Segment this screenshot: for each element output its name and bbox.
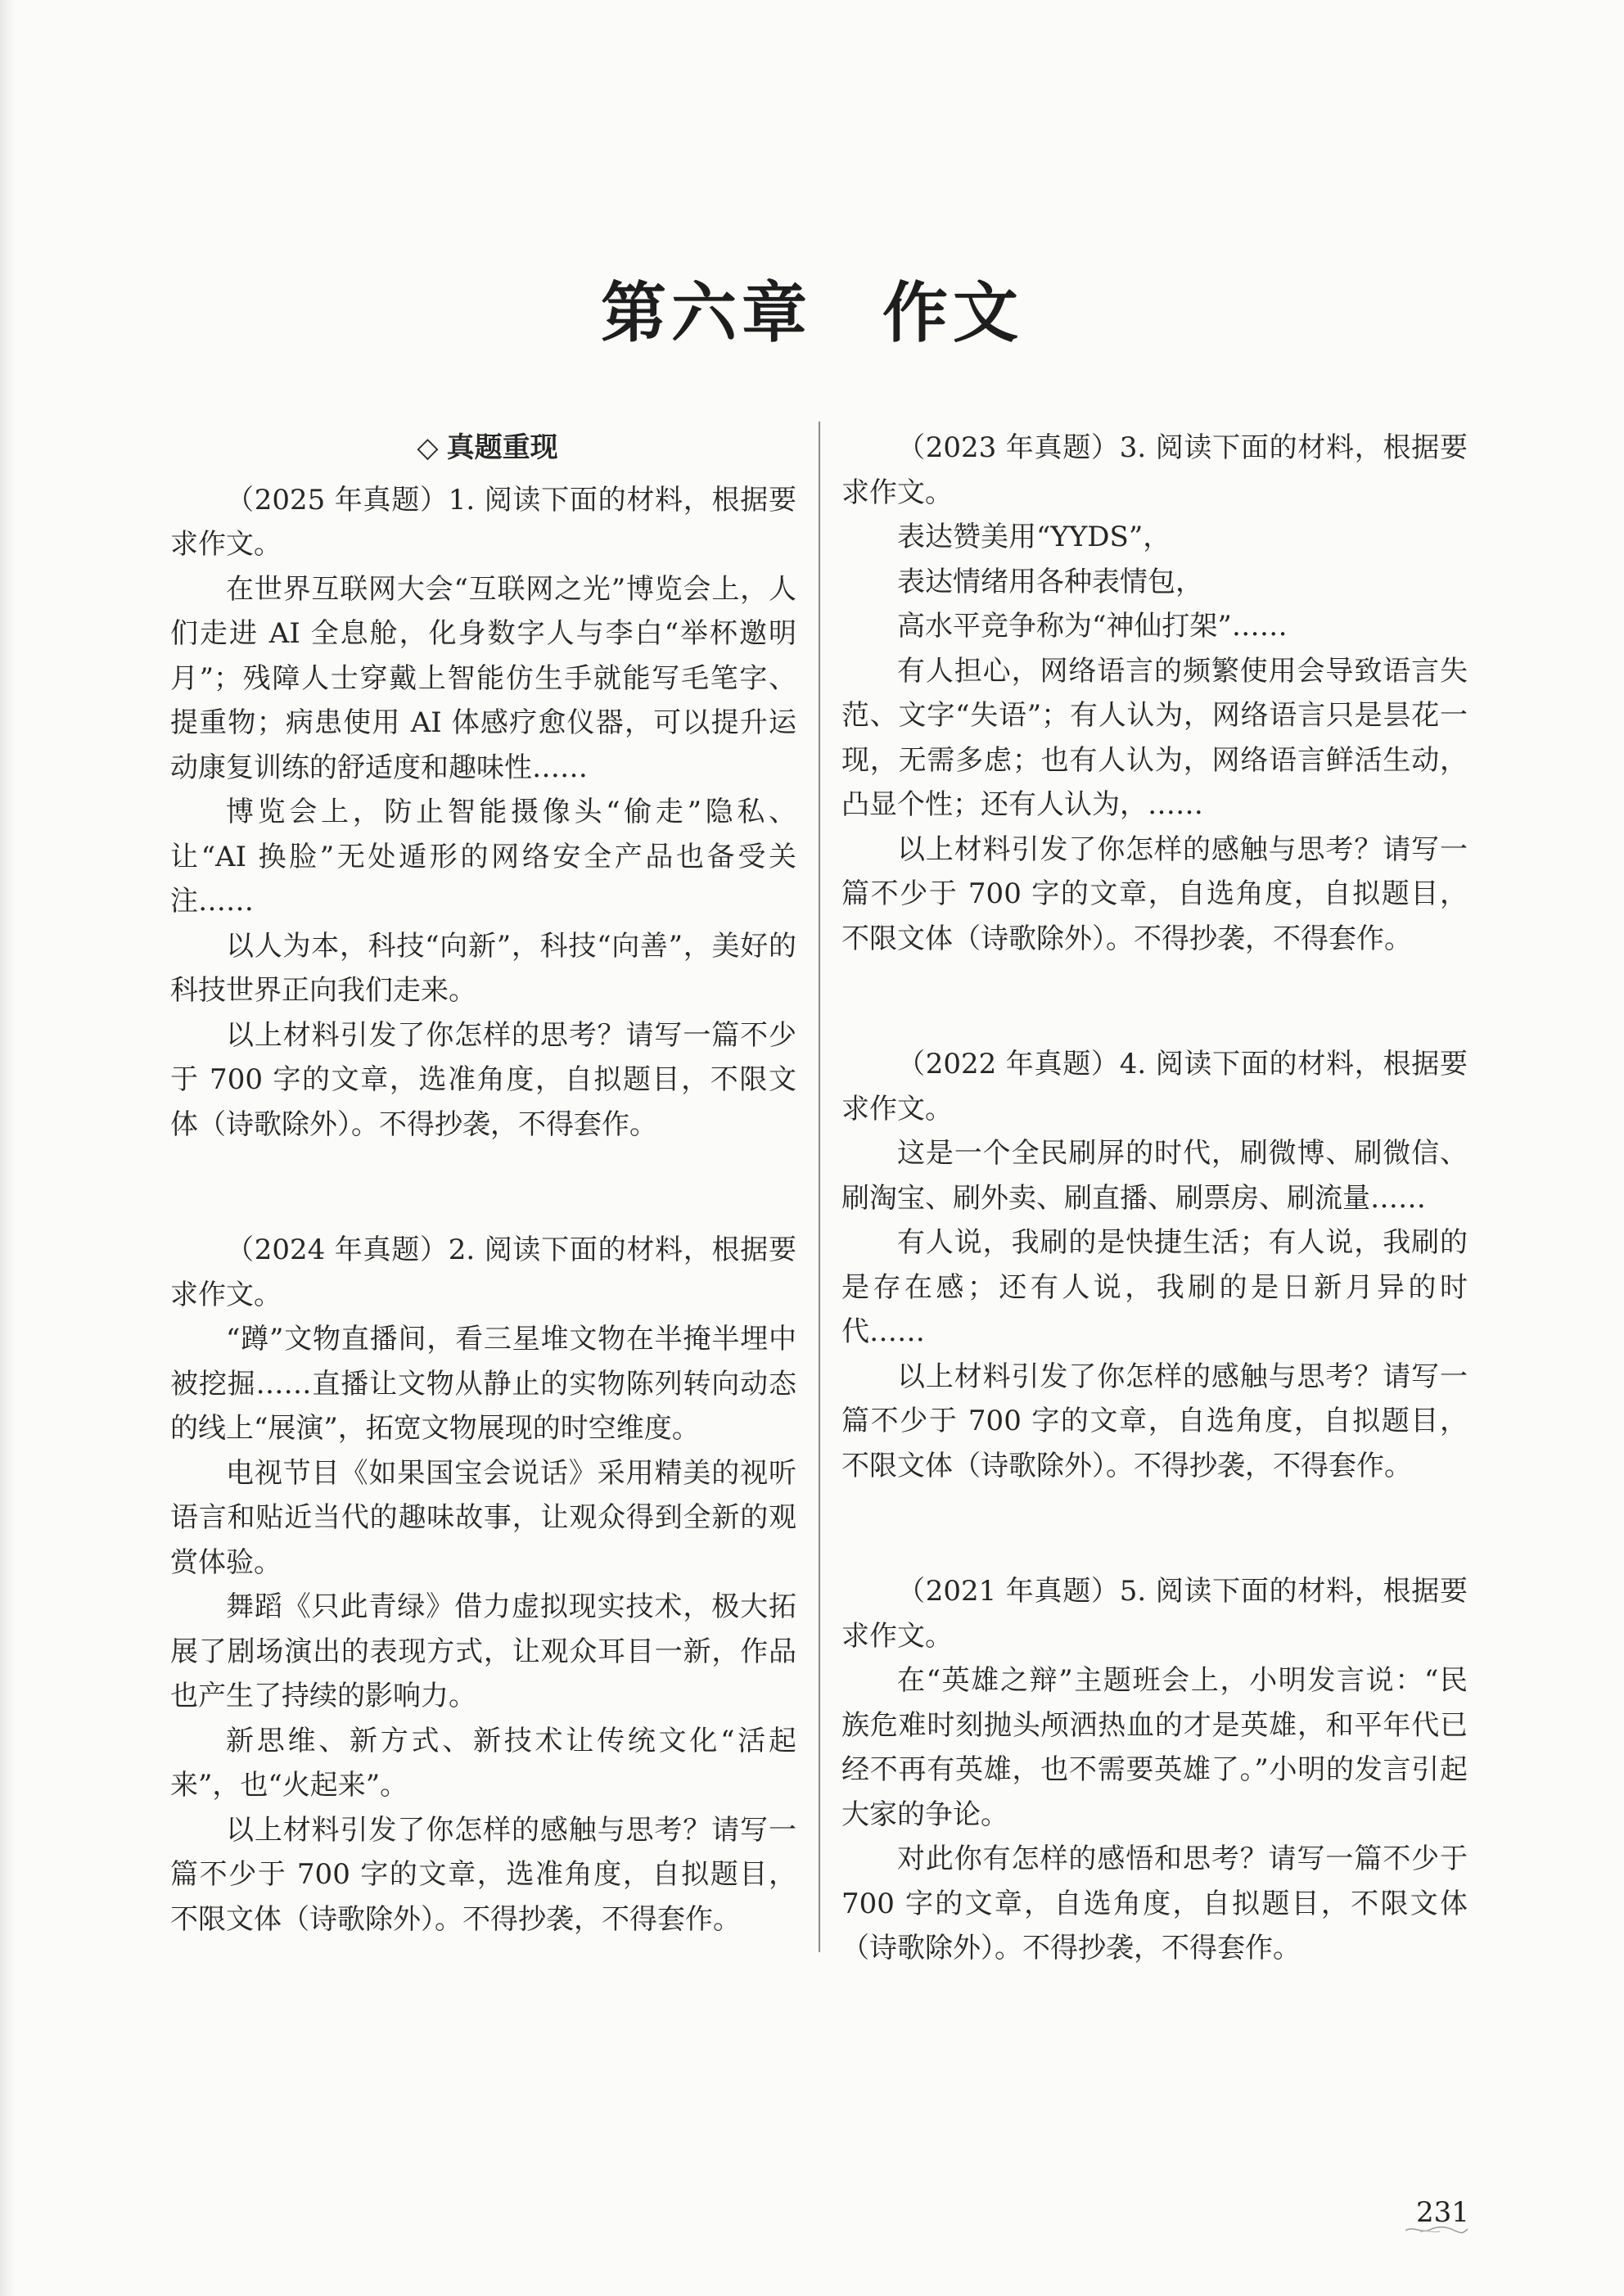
question-2024 xyxy=(170,1228,796,1942)
question-paragraph: 舞蹈《只此青绿》借力虚拟现实技术，极大拓展了剧场演出的表现方式，让观众耳目一新，作品也产生了持续的影响力。 xyxy=(170,1590,796,1712)
question-paragraph: 有人担心，网络语言的频繁使用会导致语言失范、文字“失语”；有人认为，网络语言只是昙花一现，无需多虑；也有人认为，网络语言鲜活生动，凸显个性；还有人认为，…… xyxy=(841,654,1468,821)
left-column xyxy=(170,426,796,2023)
question-verse-line: 表达赞美用“YYDS”， xyxy=(897,521,1171,553)
question-requirement: 以上材料引发了你怎样的感触与思考？请写一篇不少于 700 字的文章，自选角度，自拟题目，不限文体（诗歌除外）。不得抄袭，不得套作。 xyxy=(841,1360,1468,1482)
question-prompt: （2024 年真题）2. 阅读下面的材料，根据要求作文。 xyxy=(170,1234,796,1311)
question-paragraph: 电视节目《如果国宝会说话》采用精美的视听语言和贴近当代的趣味故事，让观众得到全新的观赏体验。 xyxy=(170,1456,796,1579)
question-prompt: （2022 年真题）4. 阅读下面的材料，根据要求作文。 xyxy=(841,1048,1468,1125)
question-paragraph: 在世界互联网大会“互联网之光”博览会上，人们走进 AI 全息舱，化身数字人与李白“举杯邀明月”；残障人士穿戴上智能仿生手就能写毛笔字、提重物；病患使用 AI 体感疗愈仪器，可以提升运动康复训练的舒适度和趣味性…… xyxy=(170,572,796,784)
question-prompt: （2023 年真题）3. 阅读下面的材料，根据要求作文。 xyxy=(841,431,1468,509)
question-paragraph: “蹲”文物直播间，看三星堆文物在半掩半埋中被挖掘……直播让文物从静止的实物陈列转向动态的线上“展演”，拓宽文物展现的时空维度。 xyxy=(170,1323,796,1445)
question-paragraph: 以人为本，科技“向新”，科技“向善”，美好的科技世界正向我们走来。 xyxy=(170,929,796,1007)
question-verse-line: 高水平竞争称为“神仙打架”…… xyxy=(897,610,1288,643)
question-2021 xyxy=(841,1569,1468,1971)
question-prompt: （2025 年真题）1. 阅读下面的材料，根据要求作文。 xyxy=(170,483,796,561)
question-paragraph: 这是一个全民刷屏的时代，刷微博、刷微信、刷淘宝、刷外卖、刷直播、刷票房、刷流量…… xyxy=(841,1137,1468,1215)
column-divider xyxy=(819,422,820,1952)
question-2025 xyxy=(170,478,796,1148)
diamond-icon: ◇ xyxy=(417,431,439,464)
question-requirement: 以上材料引发了你怎样的感触与思考？请写一篇不少于 700 字的文章，自选角度，自拟题目，不限文体（诗歌除外）。不得抄袭，不得套作。 xyxy=(841,832,1468,955)
question-requirement: 以上材料引发了你怎样的感触与思考？请写一篇不少于 700 字的文章，选准角度，自拟题目，不限文体（诗歌除外）。不得抄袭，不得套作。 xyxy=(170,1813,796,1936)
question-paragraph: 博览会上，防止智能摄像头“偷走”隐私、让“AI 换脸”无处遁形的网络安全产品也备受关注…… xyxy=(170,796,796,918)
right-column xyxy=(841,426,1468,2052)
question-prompt: （2021 年真题）5. 阅读下面的材料，根据要求作文。 xyxy=(841,1575,1468,1653)
page-ornament-icon xyxy=(1404,2224,1469,2235)
section-heading xyxy=(170,426,796,471)
question-requirement: 对此你有怎样的感悟和思考？请写一篇不少于 700 字的文章，自选角度，自拟题目，不限文体（诗歌除外）。不得抄袭，不得套作。 xyxy=(841,1843,1468,1964)
question-paragraph: 新思维、新方式、新技术让传统文化“活起来”，也“火起来”。 xyxy=(170,1724,796,1802)
question-paragraph: 有人说，我刷的是快捷生活；有人说，我刷的是存在感；还有人说，我刷的是日新月异的时代…… xyxy=(841,1226,1468,1348)
page-number: 231 xyxy=(1416,2196,1469,2229)
question-verse-line: 表达情绪用各种表情包， xyxy=(897,565,1203,598)
chapter-title: 第六章 作文 xyxy=(601,274,1023,351)
question-2023 xyxy=(841,426,1468,961)
section-heading-text: 真题重现 xyxy=(446,431,558,464)
question-requirement: 以上材料引发了你怎样的思考？请写一篇不少于 700 字的文章，选准角度，自拟题目，不限文体（诗歌除外）。不得抄袭，不得套作。 xyxy=(170,1018,796,1141)
question-2022 xyxy=(841,1042,1468,1488)
question-paragraph: 在“英雄之辩”主题班会上，小明发言说：“民族危难时刻抛头颅洒热血的才是英雄，和平年代已经不再有英雄，也不需要英雄了。”小明的发言引起大家的争论。 xyxy=(841,1664,1468,1831)
